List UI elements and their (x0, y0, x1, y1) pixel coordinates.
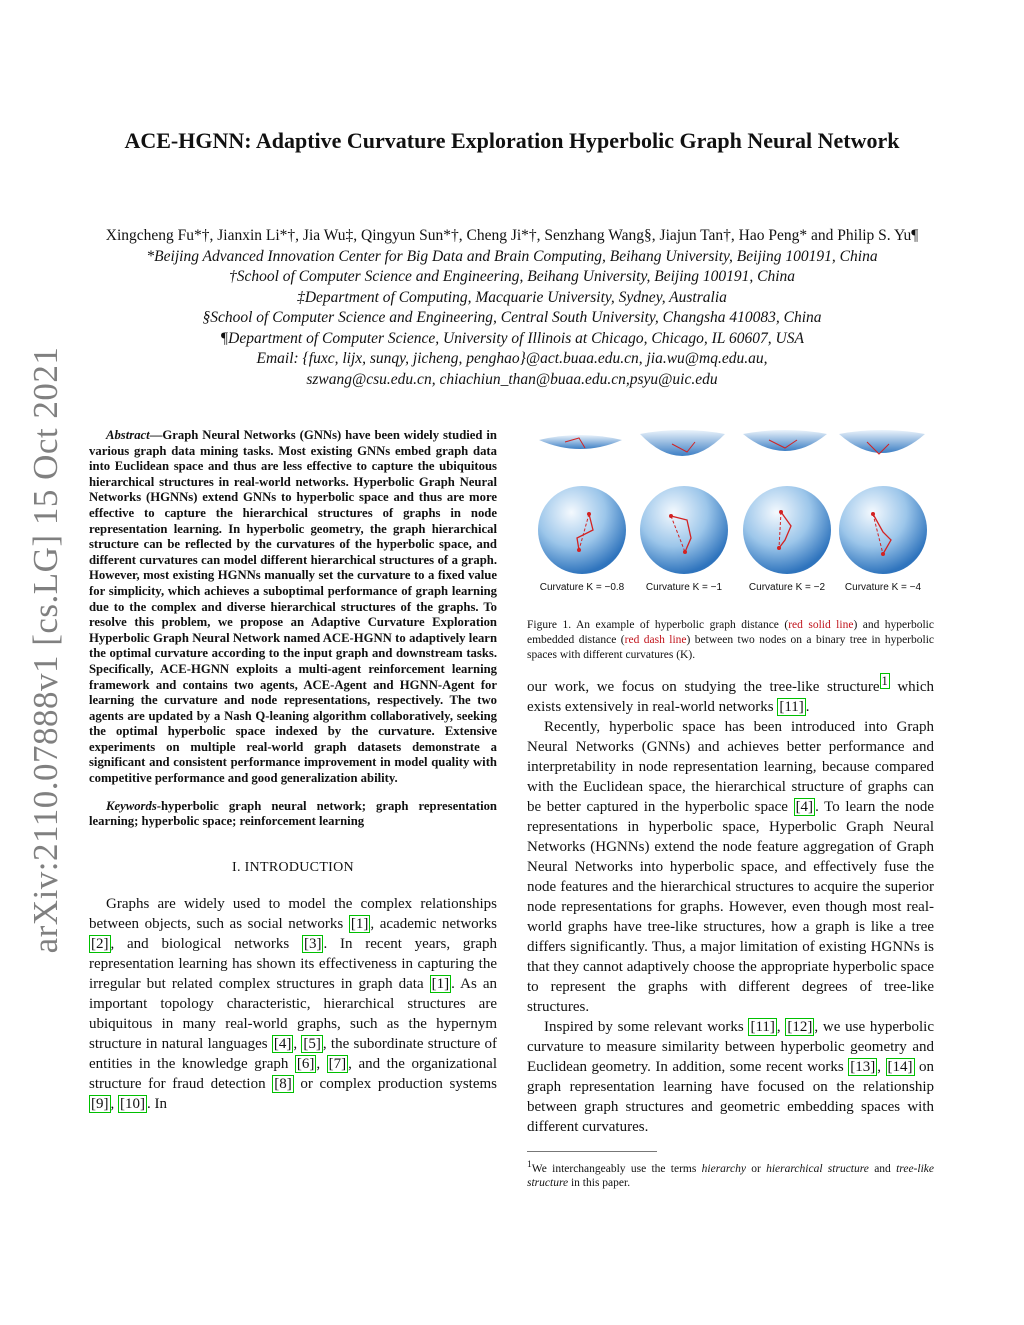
affiliation-3: ‡Department of Computing, Macquarie University, Sydney, Australia (297, 288, 727, 306)
citation-link[interactable]: [4] (795, 799, 814, 815)
figure-caption: Figure 1. An example of hyperbolic graph distance (red solid line) and hyperbolic embedded distance (red dash line) between two nodes on a binary tree in hyperbolic spaces with different curvatures (K). (527, 619, 935, 661)
citation-link[interactable]: [13] (850, 1059, 876, 1075)
keywords (89, 799, 497, 830)
email-line-2: szwang@csu.edu.cn, chiachiun_than@buaa.edu.cn,psyu@uic.edu (306, 370, 718, 388)
author-block (60, 226, 964, 390)
bowl-k-4 (839, 430, 925, 454)
arxiv-id: arXiv:2110.07888v1 [cs.LG] 15 Oct 2021 (26, 346, 65, 954)
citation-link[interactable]: [1] (350, 915, 369, 932)
abstract-label: Abstract (106, 428, 150, 442)
bowl-k-0-8 (539, 435, 622, 449)
citation-link[interactable]: [2] (91, 935, 109, 952)
sphere-k-0-8 (538, 486, 626, 574)
right-paragraph-1: our work, we focus on studying the tree-like structure $^1$ which exists extensively in real-world networks [11] . (527, 674, 934, 715)
arxiv-stamp (16, 346, 76, 954)
section-heading-introduction: I. INTRODUCTION (232, 859, 354, 875)
keywords-text: -hyperbolic graph neural network; graph representation learning; hyperbolic space; reinforcement learning (89, 798, 497, 829)
abstract-text: —Graph Neural Networks (GNNs) have been widely studied in various graph data mining tasks. Most existing GNNs embed graph data into Euclidean space and thus are less effective to capture the ubiquitous hierarchical structures in real-world networks. Hyperbolic Graph Neural Networks (HGNNs) extend GNNs to hyperbolic space and thus are more effective to capture the hierarchical structures of graphs in node representation learning. In hyperbolic geometry, the graph hierarchical structure can be reflected by the curvatures of the hyperbolic space, and different curvatures can model different hierarchical structures of a graph. However, most existing HGNNs manually set the curvature to a fixed value for simplicity, which achieves a suboptimal performance of graph learning due to the complex and diverse hierarchical structures of the graphs. To resolve this problem, we propose an Adaptive Curvature Exploration Hyperbolic Graph Neural Network named ACE-HGNN to adaptively learn the optimal curvature according to the input graph and downstream tasks. Specifically, ACE-HGNN exploits a multi-agent reinforcement learning framework and contains two agents, ACE-Agent and HGNN-Agent for learning the curvature and node representations, respectively. The two agents are updated by a Nash Q-leaning algorithm collaboratively, seeking the optimal hyperbolic space indexed by the curvature. Extensive experiments on multiple real-world graph datasets demonstrate a significant and consistent performance improvement in model quality with competitive performance and good generalization ability. (89, 428, 497, 786)
keywords-label: Keywords (106, 798, 157, 813)
citation-link[interactable]: [11] (779, 699, 804, 715)
sphere-k-1 (640, 486, 728, 574)
abstract (89, 428, 497, 787)
footnote: $^1$We interchangeably use the terms hierarchy or hierarchical structure and tree-like structure in this paper. (527, 1159, 934, 1189)
figure-label-k-2: Curvature K = −2 (748, 582, 826, 593)
figure-1-graphic (527, 428, 934, 608)
citation-link[interactable]: [3] (303, 935, 322, 952)
affiliation-1: *Beijing Advanced Innovation Center for Big Data and Brain Computing, Beihang University, Beijing 100191, China (146, 247, 878, 265)
citation-link[interactable]: [14] (887, 1059, 913, 1075)
citation-link[interactable]: [5] (303, 1035, 321, 1052)
author-names: Xingcheng Fu*†, Jianxin Li*†, Jia Wu‡, Qingyun Sun*†, Cheng Ji*†, Senzhang Wang§, Jiajun Tan†, Hao Peng* and Philip S. Yu¶ (105, 227, 919, 244)
figure-label-k-0-8: Curvature K = −0.8 (539, 582, 625, 593)
affiliation-2: †School of Computer Science and Engineering, Beihang University, Beijing 100191, China (228, 268, 796, 285)
citation-link[interactable]: [8] (274, 1075, 292, 1092)
sphere-k-4 (839, 486, 927, 574)
paper-title: ACE-HGNN: Adaptive Curvature Exploration Hyperbolic Graph Neural Network (124, 128, 900, 153)
footnote-link[interactable]: 1 (881, 674, 888, 688)
citation-link[interactable]: [11] (750, 1019, 775, 1035)
citation-link[interactable]: [7] (328, 1055, 347, 1072)
affiliation-5: ¶Department of Computer Science, University of Illinois at Chicago, Chicago, IL 60607, USA (220, 329, 804, 347)
citation-link[interactable]: [1] (431, 975, 450, 992)
sphere-k-2 (743, 486, 831, 574)
bowl-k-2 (743, 430, 827, 451)
citation-link[interactable]: [10] (120, 1095, 145, 1112)
footnote-divider (527, 1151, 657, 1152)
right-column (527, 428, 934, 1190)
bowl-k-1 (640, 430, 725, 456)
citation-link[interactable]: [9] (91, 1095, 109, 1112)
left-column (89, 428, 497, 1114)
affiliation-4: §School of Computer Science and Engineering, Central South University, Changsha 410083, China (202, 309, 822, 326)
figure-label-k-1: Curvature K = −1 (645, 582, 723, 593)
email-line-1: Email: {fuxc, lijx, sunqy, jicheng, penghao}@act.buaa.edu.cn, jia.wu@mq.edu.au, (256, 350, 768, 367)
citation-link[interactable]: [4] (273, 1035, 292, 1052)
citation-link[interactable]: [12] (787, 1019, 813, 1035)
intro-paragraph: Graphs are widely used to model the complex relationships between objects, such as social networks [1] , academic networks [2] , and biological networks [3] . In recent years, graph representation learning has shown its effectiveness in capturing the irregular but related complex structures in graph data [1] . As an important topology characteristic, hierarchical structures are ubiquitous in many real-world graphs, such as the hypernym structure in natural languages [4] , [5] , the subordinate structure of entities in the knowledge graph [6] , [7] , and the organizational structure for fraud detection [8] or complex production systems [9] , [10] . In (89, 895, 498, 1112)
figure-label-k-4: Curvature K = −4 (844, 582, 922, 593)
right-paragraph-2: Recently, hyperbolic space has been introduced into Graph Neural Networks (GNNs) and achieves better performance and interpretability in node representation learning, because compared with the Euclidean space, the hierarchical structure of graphs can be better captured in the hyperbolic space [4] . To learn the node representations in hyperbolic space, Hyperbolic Graph Neural Networks (HGNNs) extend the node feature aggregation of Graph Neural Networks into hyperbolic space, and effectively fuse the node features and the hierarchical structures to acquire the superior node representations for graphs. However, even though most real-world graphs have tree-like structures, how a graph is like a tree differs significantly. Thus, a major limitation of existing HGNNs is that they cannot adaptively choose the appropriate hyperbolic space to represent the graphs with different degrees of tree-like structures. (527, 719, 934, 1015)
citation-link[interactable]: [6] (296, 1055, 315, 1072)
right-paragraph-3: Inspired by some relevant works [11] , [12] , we use hyperbolic curvature to measure similarity between hyperbolic geometry and Euclidean geometry. In addition, some recent works [13] , [14] on graph representation learning have focused on the relationship between graph structures and geometric embedding spaces with different curvatures. (527, 1019, 934, 1135)
figure-1 (527, 428, 934, 608)
